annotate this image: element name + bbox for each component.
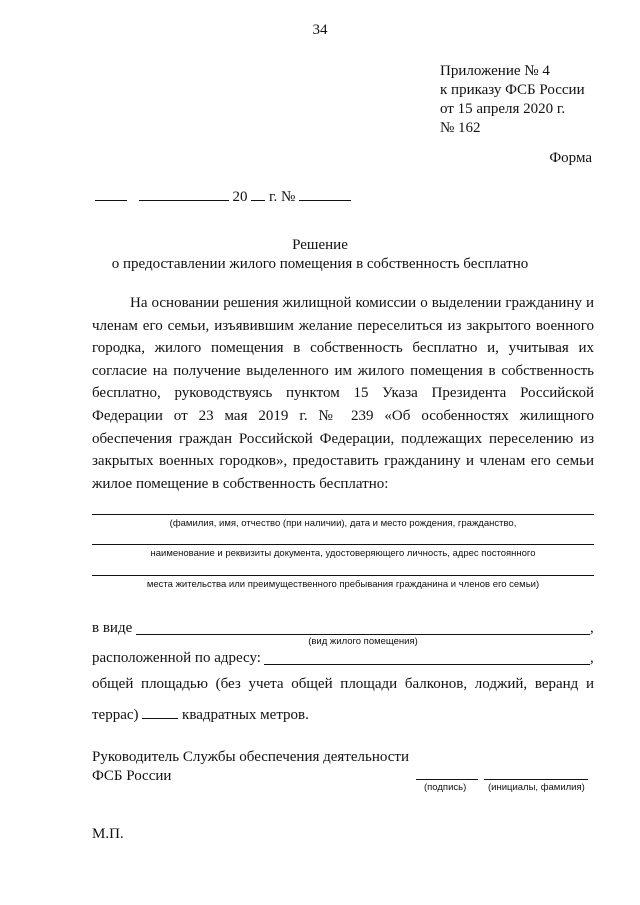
- title-heading: Решение: [292, 237, 348, 253]
- number-blank[interactable]: [299, 186, 351, 201]
- body-paragraph: На основании решения жилищной комиссии о выделении гражданину и членам его семьи, изъявившим желание переселиться из закрытого военного городка, жилого помещения в собственность бесплатно и, учитывая их согласие на получение выделенного им жилого помещения в собственность бесплатно, руководствуясь пунктом 15 Указа Президента Российской Федерации от 23 мая 2019 г. № 239 «Об особенностях жилищного обеспечения граждан Российской Федерации, подлежащих переселению из закрытых военных городков», предоставить гражданину и членам его семьи жилое помещение в собственность бесплатно:: [92, 295, 594, 492]
- position-line-2: ФСБ России: [92, 768, 172, 784]
- appendix-number: № 162: [440, 120, 481, 136]
- date-line: [95, 186, 351, 206]
- area-prefix: террас): [92, 707, 139, 723]
- appendix-title: Приложение № 4: [440, 63, 550, 79]
- title-subheading: о предоставлении жилого помещения в собственность бесплатно: [111, 256, 529, 272]
- caption-citizen-info-3: места жительства или преимущественного пребывания гражданина и членов его семьи): [146, 579, 540, 590]
- citizen-info-line-1[interactable]: [92, 514, 594, 515]
- area-blank[interactable]: [142, 704, 178, 719]
- position-line-1: Руководитель Службы обеспечения деятельности: [92, 749, 409, 765]
- document-title: [0, 236, 640, 274]
- caption-citizen-info-1: (фамилия, имя, отчество (при наличии), дата и место рождения, гражданство,: [169, 518, 517, 529]
- view-label: в виде: [92, 620, 133, 636]
- signature-caption: (подпись): [424, 782, 467, 793]
- signature-blank[interactable]: [416, 779, 478, 780]
- form-label: Форма: [549, 150, 592, 166]
- appendix-block: [440, 62, 585, 138]
- stamp-place: М.П.: [92, 826, 124, 842]
- year-prefix: 20: [232, 189, 248, 205]
- address-blank[interactable]: [264, 664, 590, 665]
- view-caption: (вид жилого помещения): [308, 636, 418, 647]
- day-blank[interactable]: [95, 186, 127, 201]
- appendix-order: к приказу ФСБ России: [440, 82, 585, 98]
- area-row: [92, 704, 309, 724]
- number-label: г. №: [269, 189, 296, 205]
- citizen-info-line-3[interactable]: [92, 575, 594, 576]
- address-row: [92, 650, 261, 667]
- year-blank[interactable]: [251, 186, 265, 201]
- area-text-line: общей площадью (без учета общей площади балконов, лоджий, веранд и: [92, 676, 594, 692]
- name-caption: (инициалы, фамилия): [488, 782, 585, 793]
- month-blank[interactable]: [139, 186, 229, 201]
- view-blank[interactable]: [136, 634, 590, 635]
- caption-citizen-info-2: наименование и реквизиты документа, удостоверяющего личность, адрес постоянного: [150, 548, 536, 559]
- name-blank[interactable]: [484, 779, 588, 780]
- appendix-date: от 15 апреля 2020 г.: [440, 101, 566, 117]
- address-label: расположенной по адресу:: [92, 650, 261, 666]
- page-number: 34: [312, 22, 328, 38]
- area-suffix: квадратных метров.: [182, 707, 309, 723]
- view-row: [92, 620, 132, 637]
- signatory-position: [92, 748, 409, 786]
- citizen-info-line-2[interactable]: [92, 544, 594, 545]
